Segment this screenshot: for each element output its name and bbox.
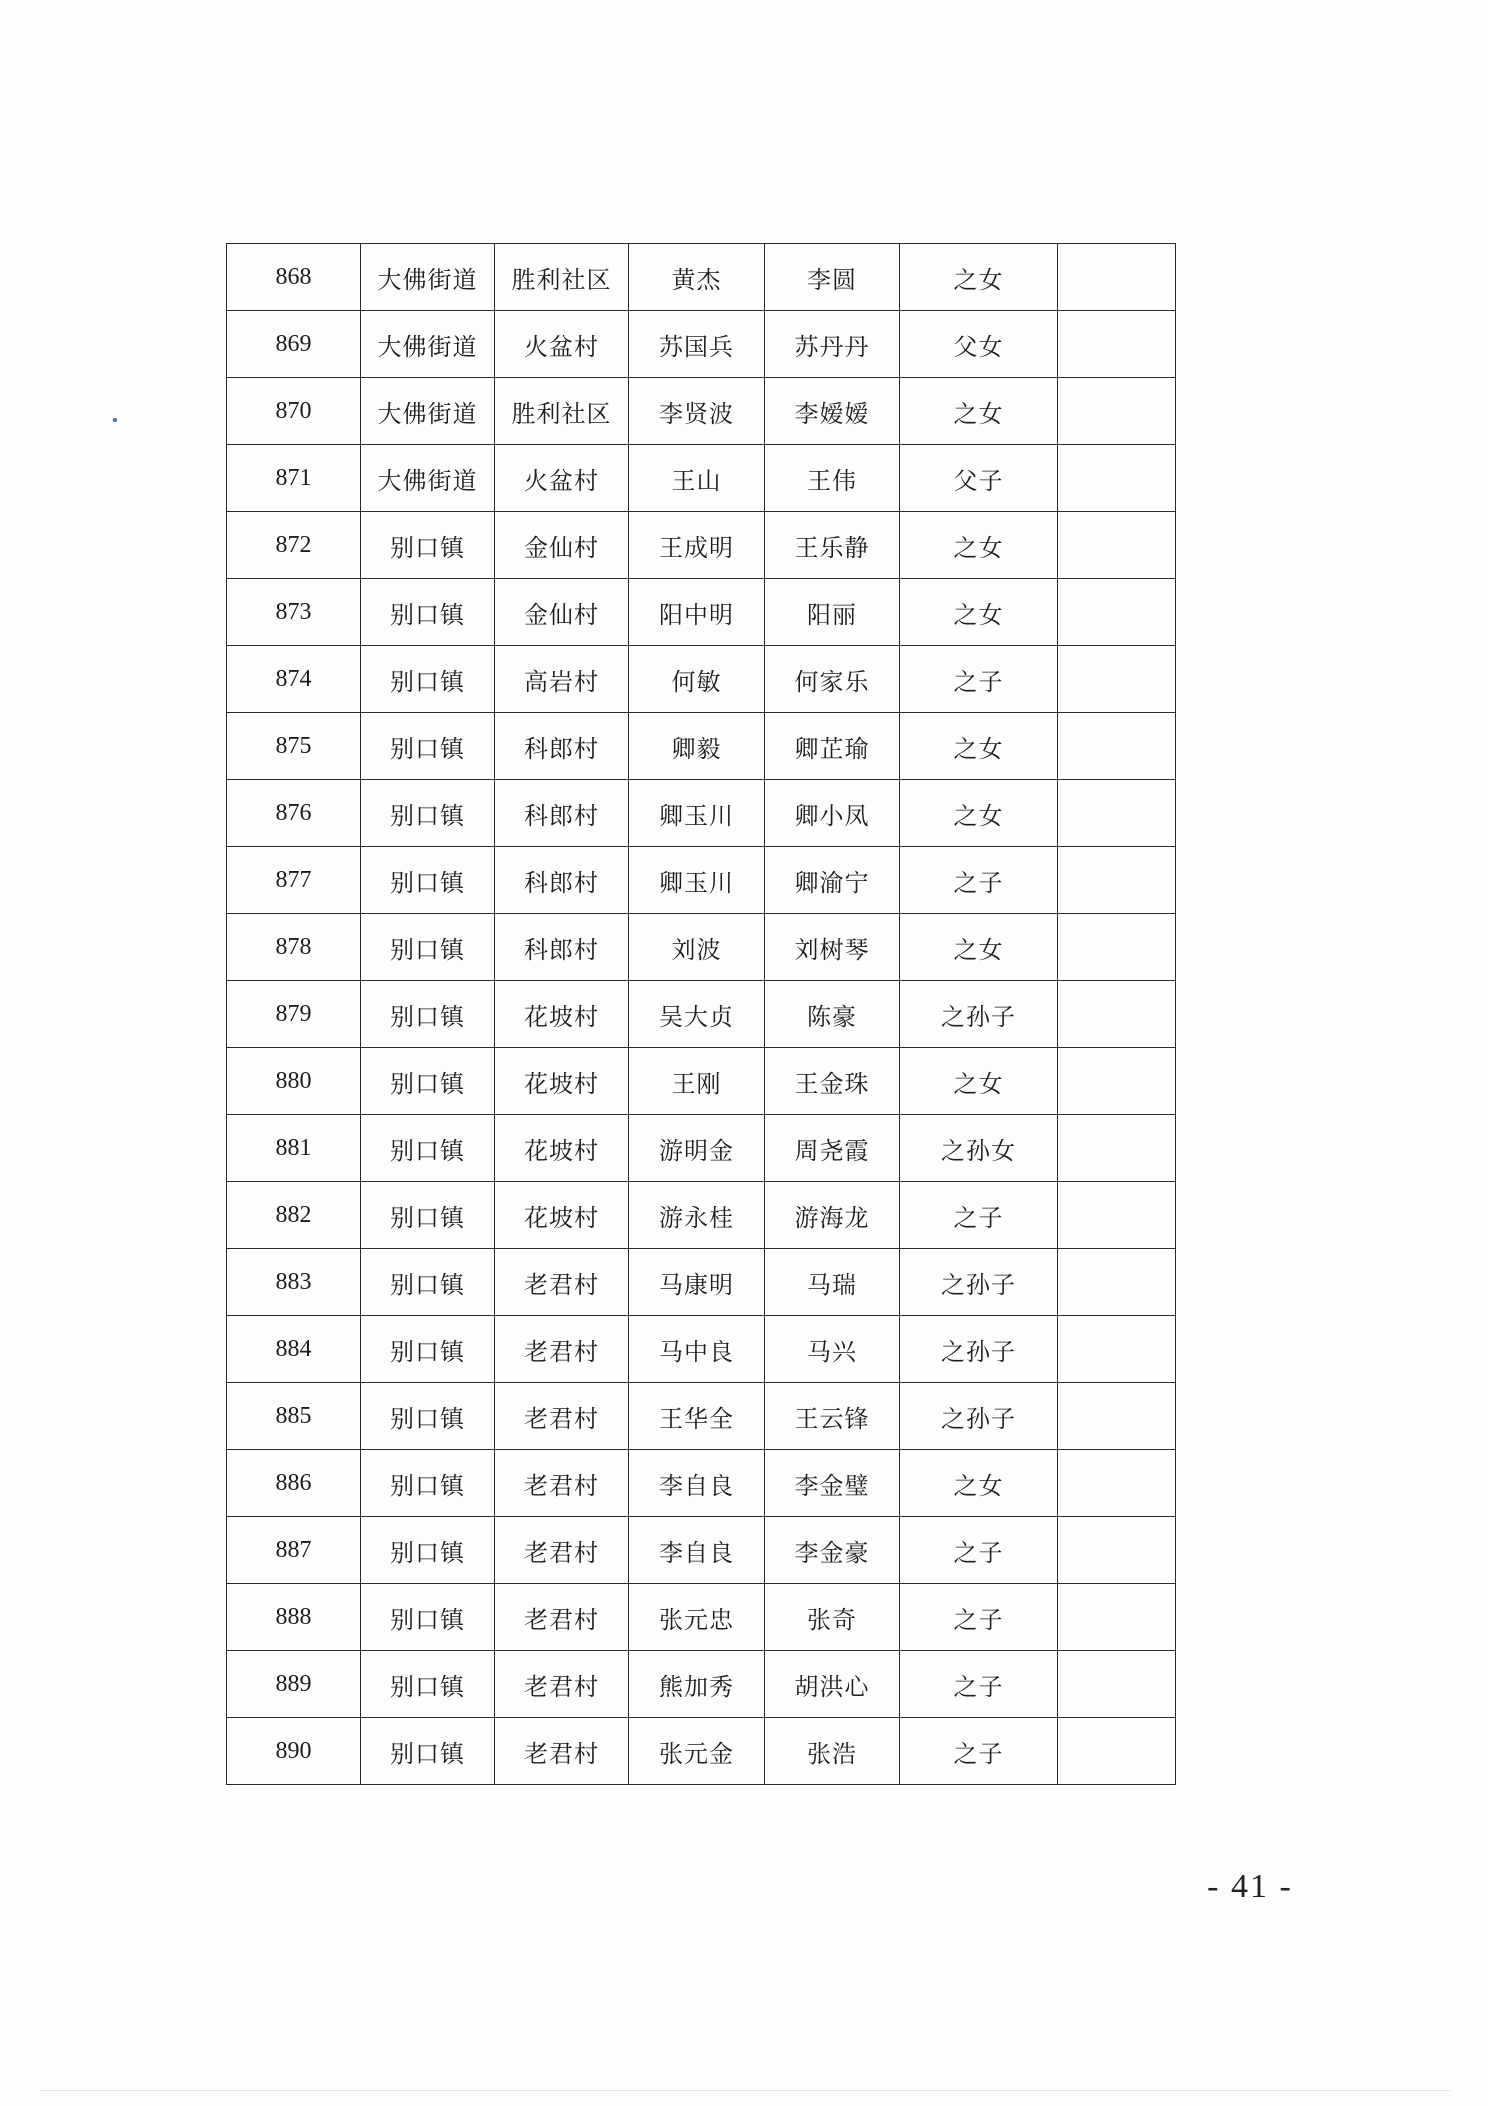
cell-number: 874 [227,646,361,713]
cell-relative: 胡洪心 [765,1651,900,1718]
cell-town: 别口镇 [361,1718,495,1785]
cell-number: 878 [227,914,361,981]
table-row [227,780,1176,847]
cell-relative: 卿芷瑜 [765,713,900,780]
cell-note [1058,579,1176,646]
cell-relation: 之子 [900,847,1058,914]
cell-relative: 游海龙 [765,1182,900,1249]
cell-village: 花坡村 [495,1048,629,1115]
cell-relation: 之女 [900,244,1058,311]
cell-note [1058,1383,1176,1450]
cell-relation: 父子 [900,445,1058,512]
cell-town: 别口镇 [361,512,495,579]
cell-number: 887 [227,1517,361,1584]
cell-note [1058,1450,1176,1517]
cell-note [1058,1718,1176,1785]
cell-note [1058,981,1176,1048]
cell-number: 880 [227,1048,361,1115]
cell-town: 别口镇 [361,1182,495,1249]
table-row [227,244,1176,311]
cell-name: 马康明 [629,1249,765,1316]
cell-name: 卿毅 [629,713,765,780]
cell-name: 刘波 [629,914,765,981]
cell-relative: 苏丹丹 [765,311,900,378]
cell-town: 别口镇 [361,713,495,780]
cell-village: 科郎村 [495,713,629,780]
cell-village: 火盆村 [495,445,629,512]
cell-town: 大佛街道 [361,244,495,311]
cell-town: 别口镇 [361,1584,495,1651]
cell-town: 别口镇 [361,1450,495,1517]
cell-village: 老君村 [495,1651,629,1718]
cell-note [1058,1316,1176,1383]
cell-note [1058,780,1176,847]
table-row [227,1450,1176,1517]
cell-name: 黄杰 [629,244,765,311]
cell-note [1058,1517,1176,1584]
cell-note [1058,378,1176,445]
cell-name: 王山 [629,445,765,512]
cell-village: 金仙村 [495,512,629,579]
cell-note [1058,445,1176,512]
cell-note [1058,847,1176,914]
cell-relation: 父女 [900,311,1058,378]
cell-town: 别口镇 [361,1517,495,1584]
cell-relation: 之子 [900,1651,1058,1718]
cell-number: 879 [227,981,361,1048]
cell-relation: 之子 [900,1182,1058,1249]
cell-village: 老君村 [495,1450,629,1517]
cell-town: 别口镇 [361,1249,495,1316]
table-row [227,1718,1176,1785]
cell-note [1058,512,1176,579]
cell-village: 科郎村 [495,914,629,981]
cell-town: 别口镇 [361,1048,495,1115]
table-row [227,981,1176,1048]
cell-village: 老君村 [495,1383,629,1450]
cell-number: 889 [227,1651,361,1718]
table-row [227,847,1176,914]
cell-village: 花坡村 [495,1182,629,1249]
cell-number: 883 [227,1249,361,1316]
cell-note [1058,646,1176,713]
cell-note [1058,311,1176,378]
cell-relation: 之女 [900,914,1058,981]
cell-town: 别口镇 [361,579,495,646]
cell-name: 李自良 [629,1517,765,1584]
cell-village: 花坡村 [495,1115,629,1182]
cell-relation: 之女 [900,579,1058,646]
cell-relative: 张奇 [765,1584,900,1651]
cell-name: 吴大贞 [629,981,765,1048]
cell-note [1058,244,1176,311]
cell-village: 火盆村 [495,311,629,378]
cell-town: 别口镇 [361,646,495,713]
cell-relation: 之子 [900,1517,1058,1584]
table-row [227,445,1176,512]
cell-town: 大佛街道 [361,378,495,445]
table-row [227,1517,1176,1584]
cell-relative: 周尧霞 [765,1115,900,1182]
cell-village: 老君村 [495,1316,629,1383]
cell-relation: 之子 [900,1718,1058,1785]
cell-number: 876 [227,780,361,847]
cell-number: 875 [227,713,361,780]
cell-number: 870 [227,378,361,445]
cell-village: 高岩村 [495,646,629,713]
cell-name: 游永桂 [629,1182,765,1249]
cell-number: 881 [227,1115,361,1182]
cell-number: 872 [227,512,361,579]
cell-name: 王华全 [629,1383,765,1450]
cell-village: 科郎村 [495,780,629,847]
cell-relative: 王云锋 [765,1383,900,1450]
cell-relative: 何家乐 [765,646,900,713]
table-row [227,1115,1176,1182]
cell-relative: 张浩 [765,1718,900,1785]
cell-name: 熊加秀 [629,1651,765,1718]
cell-village: 老君村 [495,1517,629,1584]
cell-village: 科郎村 [495,847,629,914]
cell-relative: 李嫒嫒 [765,378,900,445]
cell-relative: 卿小凤 [765,780,900,847]
cell-number: 888 [227,1584,361,1651]
scan-mark [113,418,117,422]
cell-town: 别口镇 [361,1651,495,1718]
cell-note [1058,1115,1176,1182]
table-row [227,1182,1176,1249]
cell-name: 张元金 [629,1718,765,1785]
cell-town: 别口镇 [361,847,495,914]
table-row [227,1048,1176,1115]
cell-town: 别口镇 [361,780,495,847]
cell-relative: 李金豪 [765,1517,900,1584]
cell-number: 890 [227,1718,361,1785]
cell-village: 胜利社区 [495,244,629,311]
page-number: - 41 - [1207,1868,1293,1905]
cell-relation: 之女 [900,1048,1058,1115]
cell-relation: 之孙子 [900,1249,1058,1316]
cell-village: 老君村 [495,1249,629,1316]
cell-name: 卿玉川 [629,847,765,914]
page-edge-line [40,2090,1450,2091]
cell-number: 885 [227,1383,361,1450]
cell-name: 王刚 [629,1048,765,1115]
table-row [227,579,1176,646]
cell-number: 868 [227,244,361,311]
cell-relation: 之子 [900,646,1058,713]
roster-body [227,244,1176,1785]
table-row [227,311,1176,378]
cell-relation: 之孙子 [900,981,1058,1048]
cell-note [1058,1651,1176,1718]
cell-name: 李贤波 [629,378,765,445]
cell-relative: 刘树琴 [765,914,900,981]
cell-note [1058,1249,1176,1316]
cell-number: 884 [227,1316,361,1383]
cell-relative: 陈豪 [765,981,900,1048]
cell-town: 大佛街道 [361,445,495,512]
table-row [227,1249,1176,1316]
cell-name: 李自良 [629,1450,765,1517]
cell-town: 别口镇 [361,981,495,1048]
table-row [227,1584,1176,1651]
cell-relation: 之女 [900,780,1058,847]
table-row [227,914,1176,981]
cell-town: 别口镇 [361,914,495,981]
cell-name: 马中良 [629,1316,765,1383]
cell-number: 873 [227,579,361,646]
cell-name: 张元忠 [629,1584,765,1651]
cell-relation: 之女 [900,512,1058,579]
cell-name: 苏国兵 [629,311,765,378]
table-row [227,1651,1176,1718]
cell-village: 老君村 [495,1718,629,1785]
cell-number: 869 [227,311,361,378]
cell-note [1058,914,1176,981]
cell-relation: 之孙子 [900,1316,1058,1383]
cell-relative: 马兴 [765,1316,900,1383]
table-row [227,713,1176,780]
cell-name: 卿玉川 [629,780,765,847]
cell-name: 何敏 [629,646,765,713]
cell-relative: 李金璧 [765,1450,900,1517]
cell-town: 别口镇 [361,1316,495,1383]
cell-relative: 李圆 [765,244,900,311]
cell-number: 882 [227,1182,361,1249]
cell-name: 王成明 [629,512,765,579]
table-row [227,378,1176,445]
cell-number: 877 [227,847,361,914]
table-row [227,1383,1176,1450]
cell-village: 花坡村 [495,981,629,1048]
cell-number: 871 [227,445,361,512]
cell-note [1058,1048,1176,1115]
cell-village: 胜利社区 [495,378,629,445]
cell-relative: 阳丽 [765,579,900,646]
cell-name: 阳中明 [629,579,765,646]
cell-village: 老君村 [495,1584,629,1651]
table-row [227,1316,1176,1383]
cell-relation: 之女 [900,1450,1058,1517]
table-row [227,512,1176,579]
cell-relation: 之孙子 [900,1383,1058,1450]
cell-town: 大佛街道 [361,311,495,378]
cell-relation: 之女 [900,713,1058,780]
cell-number: 886 [227,1450,361,1517]
cell-town: 别口镇 [361,1383,495,1450]
cell-relative: 王乐静 [765,512,900,579]
cell-village: 金仙村 [495,579,629,646]
cell-town: 别口镇 [361,1115,495,1182]
cell-relative: 马瑞 [765,1249,900,1316]
cell-note [1058,713,1176,780]
cell-relative: 卿渝宁 [765,847,900,914]
table-row [227,646,1176,713]
cell-relation: 之子 [900,1584,1058,1651]
cell-relative: 王伟 [765,445,900,512]
cell-relative: 王金珠 [765,1048,900,1115]
cell-note [1058,1182,1176,1249]
cell-relation: 之孙女 [900,1115,1058,1182]
roster-table [226,243,1176,1785]
cell-note [1058,1584,1176,1651]
cell-name: 游明金 [629,1115,765,1182]
cell-relation: 之女 [900,378,1058,445]
